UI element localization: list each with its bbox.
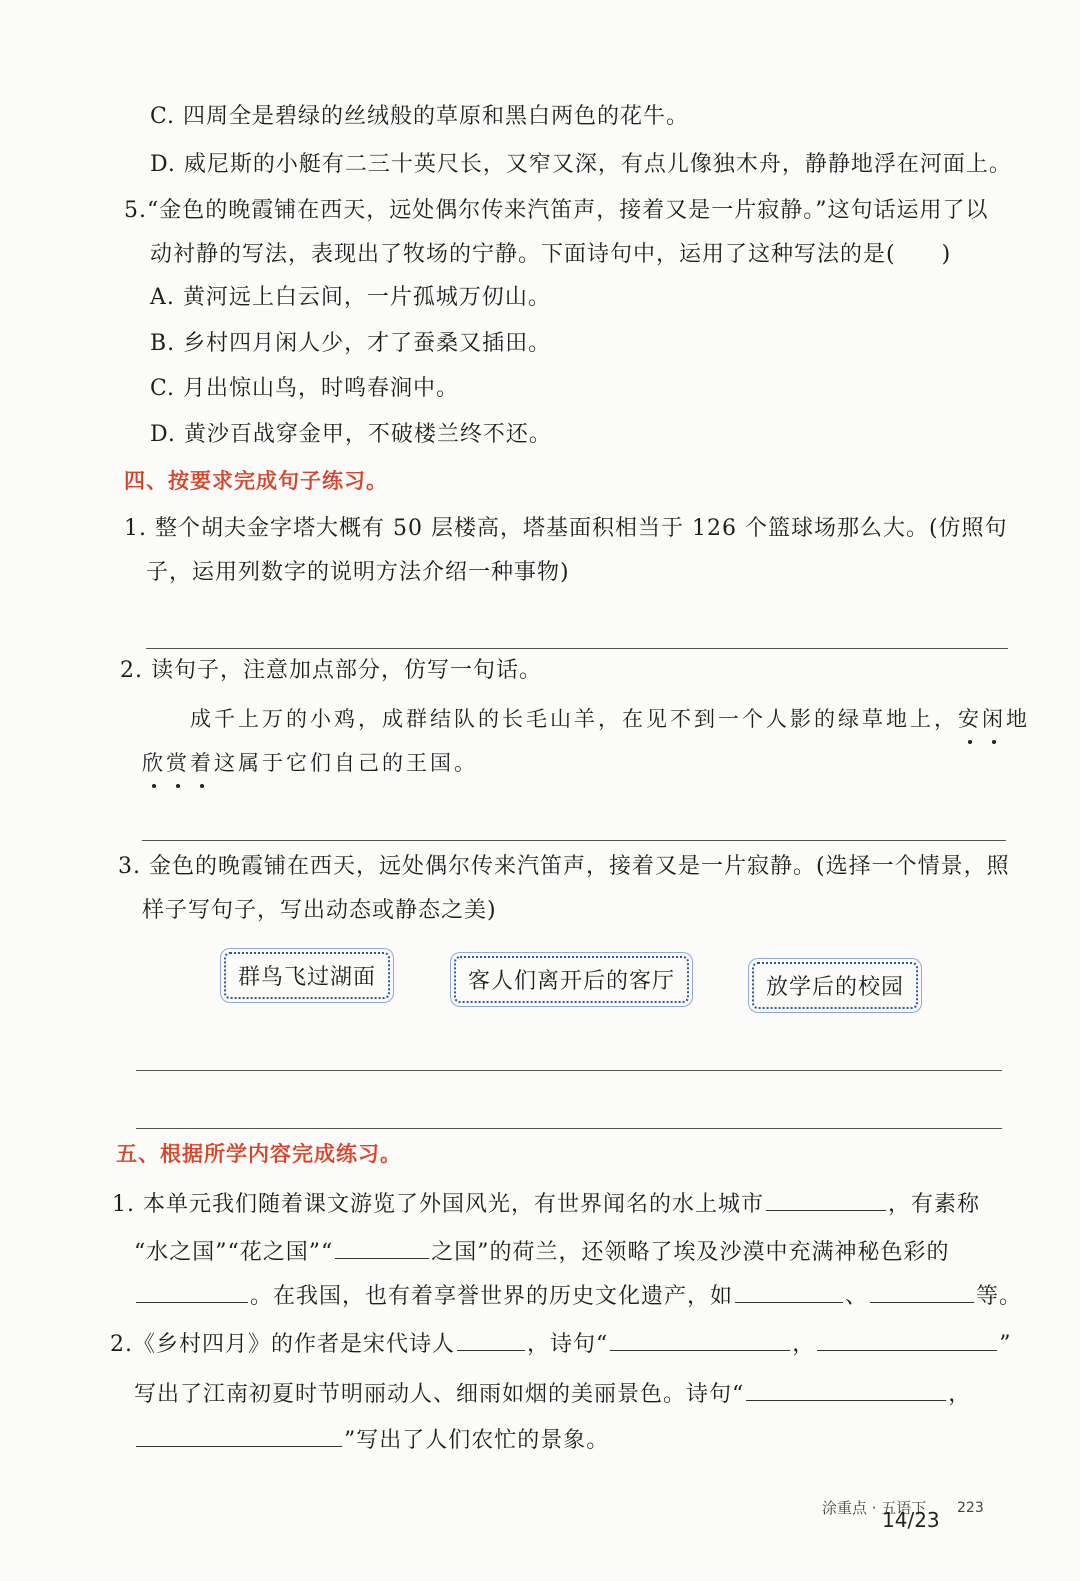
page-number: 223 <box>957 1500 984 1516</box>
q5-option-d: D. 黄沙百战穿金甲，不破楼兰终不还。 <box>150 422 552 447</box>
q4-option-d: D. 威尼斯的小艇有二三十英尺长，又窄又深，有点儿像独木舟，静静地浮在河面上。 <box>150 152 1012 177</box>
blank-water-city[interactable] <box>766 1188 886 1211</box>
text: ” <box>999 1332 1012 1357</box>
section4-heading: 四、按要求完成句子练习。 <box>124 469 388 493</box>
s4-q3-line1: 3. 金色的晚霞铺在西天，远处偶尔传来汽笛声，接着又是一片寂静。(选择一个情景，照 <box>118 854 1010 879</box>
footer-brand: 涂重点 · 五语下 <box>822 1499 927 1517</box>
example-text: 这属于它们自己的王国。 <box>214 751 478 775</box>
blank-heritage-1[interactable] <box>735 1280 843 1303</box>
text: “水之国”“花之国”“ <box>134 1240 334 1265</box>
s4-q3-line2: 样子写句子，写出动态或静态之美) <box>142 898 497 923</box>
q5-option-c: C. 月出惊山鸟，时鸣春涧中。 <box>150 376 460 401</box>
text: 写出了江南初夏时节明丽动人、细雨如烟的美丽景色。诗句“ <box>134 1382 745 1407</box>
q4-option-c: C. 四周全是碧绿的丝绒般的草原和黑白两色的花牛。 <box>150 104 690 129</box>
s5-q1-line2 <box>134 1236 950 1268</box>
s4-q2-example-line2 <box>142 748 478 778</box>
text: 、 <box>845 1284 869 1309</box>
s5-q1-line3 <box>134 1280 1022 1312</box>
blank-verse-1[interactable] <box>610 1328 790 1351</box>
q5-stem-line2: 动衬静的写法，表现出了牧场的宁静。下面诗句中，运用了这种写法的是( ) <box>150 242 952 267</box>
dotted-char: 着 <box>190 748 214 778</box>
q5-option-a: A. 黄河远上白云间，一片孤城万仞山。 <box>150 285 551 310</box>
scene-option-birds[interactable]: 群鸟飞过湖面 <box>224 952 390 999</box>
section5-heading: 五、根据所学内容完成练习。 <box>116 1142 402 1166</box>
s4-q1-answer-line[interactable] <box>146 648 1008 649</box>
s4-q2-line1: 2. 读句子，注意加点部分，仿写一句话。 <box>120 658 542 683</box>
text: ， <box>948 1382 972 1407</box>
blank-verse-4[interactable] <box>136 1424 342 1447</box>
text: ， <box>792 1332 816 1357</box>
s4-q2-example-line1 <box>190 704 1030 734</box>
blank-egypt[interactable] <box>136 1280 248 1303</box>
text: ，有素称 <box>888 1192 981 1217</box>
text: ”写出了人们农忙的景象。 <box>344 1428 610 1453</box>
s4-q1-line1: 1. 整个胡夫金字塔大概有 50 层楼高，塔基面积相当于 126 个篮球场那么大。(仿照句 <box>124 516 1008 541</box>
text: 之国”的荷兰，还领略了埃及沙漠中充满神秘色彩的 <box>431 1240 950 1265</box>
text: 。在我国，也有着享誉世界的历史文化遗产，如 <box>250 1284 734 1309</box>
s4-q3-answer-line-1[interactable] <box>136 1070 1002 1071</box>
s4-q3-answer-line-2[interactable] <box>136 1128 1002 1129</box>
s5-q1-line1 <box>112 1188 980 1220</box>
example-char: 地 <box>1006 707 1030 731</box>
text: ，诗句“ <box>527 1332 609 1357</box>
example-text: 成千上万的小鸡，成群结队的长毛山羊，在见不到一个人影的绿草地上， <box>190 707 958 731</box>
dotted-char: 安 <box>958 704 982 734</box>
blank-verse-2[interactable] <box>817 1328 997 1351</box>
s4-q2-answer-line[interactable] <box>142 840 1006 841</box>
dotted-char: 闲 <box>982 704 1006 734</box>
s5-q2-line2 <box>134 1378 971 1410</box>
text: 等。 <box>976 1284 1023 1309</box>
blank-verse-3[interactable] <box>746 1378 946 1401</box>
text: 1. 本单元我们随着课文游览了外国风光，有世界闻名的水上城市 <box>112 1192 764 1217</box>
s5-q2-line3 <box>134 1424 609 1456</box>
scene-option-campus[interactable]: 放学后的校园 <box>752 962 918 1009</box>
s4-q1-line2: 子，运用列数字的说明方法介绍一种事物) <box>146 560 570 585</box>
blank-heritage-2[interactable] <box>870 1280 974 1303</box>
blank-poet[interactable] <box>457 1328 525 1351</box>
s5-q2-line1 <box>110 1328 1012 1360</box>
dotted-char: 欣 <box>142 748 166 778</box>
q5-option-b: B. 乡村四月闲人少，才了蚕桑又插田。 <box>150 331 552 356</box>
blank-netherlands[interactable] <box>335 1236 429 1259</box>
dotted-char: 赏 <box>166 748 190 778</box>
q5-stem-line1: 5.“金色的晚霞铺在西天，远处偶尔传来汽笛声，接着又是一片寂静。”这句话运用了以 <box>124 198 989 223</box>
scene-option-living-room[interactable]: 客人们离开后的客厅 <box>454 956 689 1003</box>
text: 2.《乡村四月》的作者是宋代诗人 <box>110 1332 455 1357</box>
page-counter: 14/23 <box>882 1508 940 1532</box>
